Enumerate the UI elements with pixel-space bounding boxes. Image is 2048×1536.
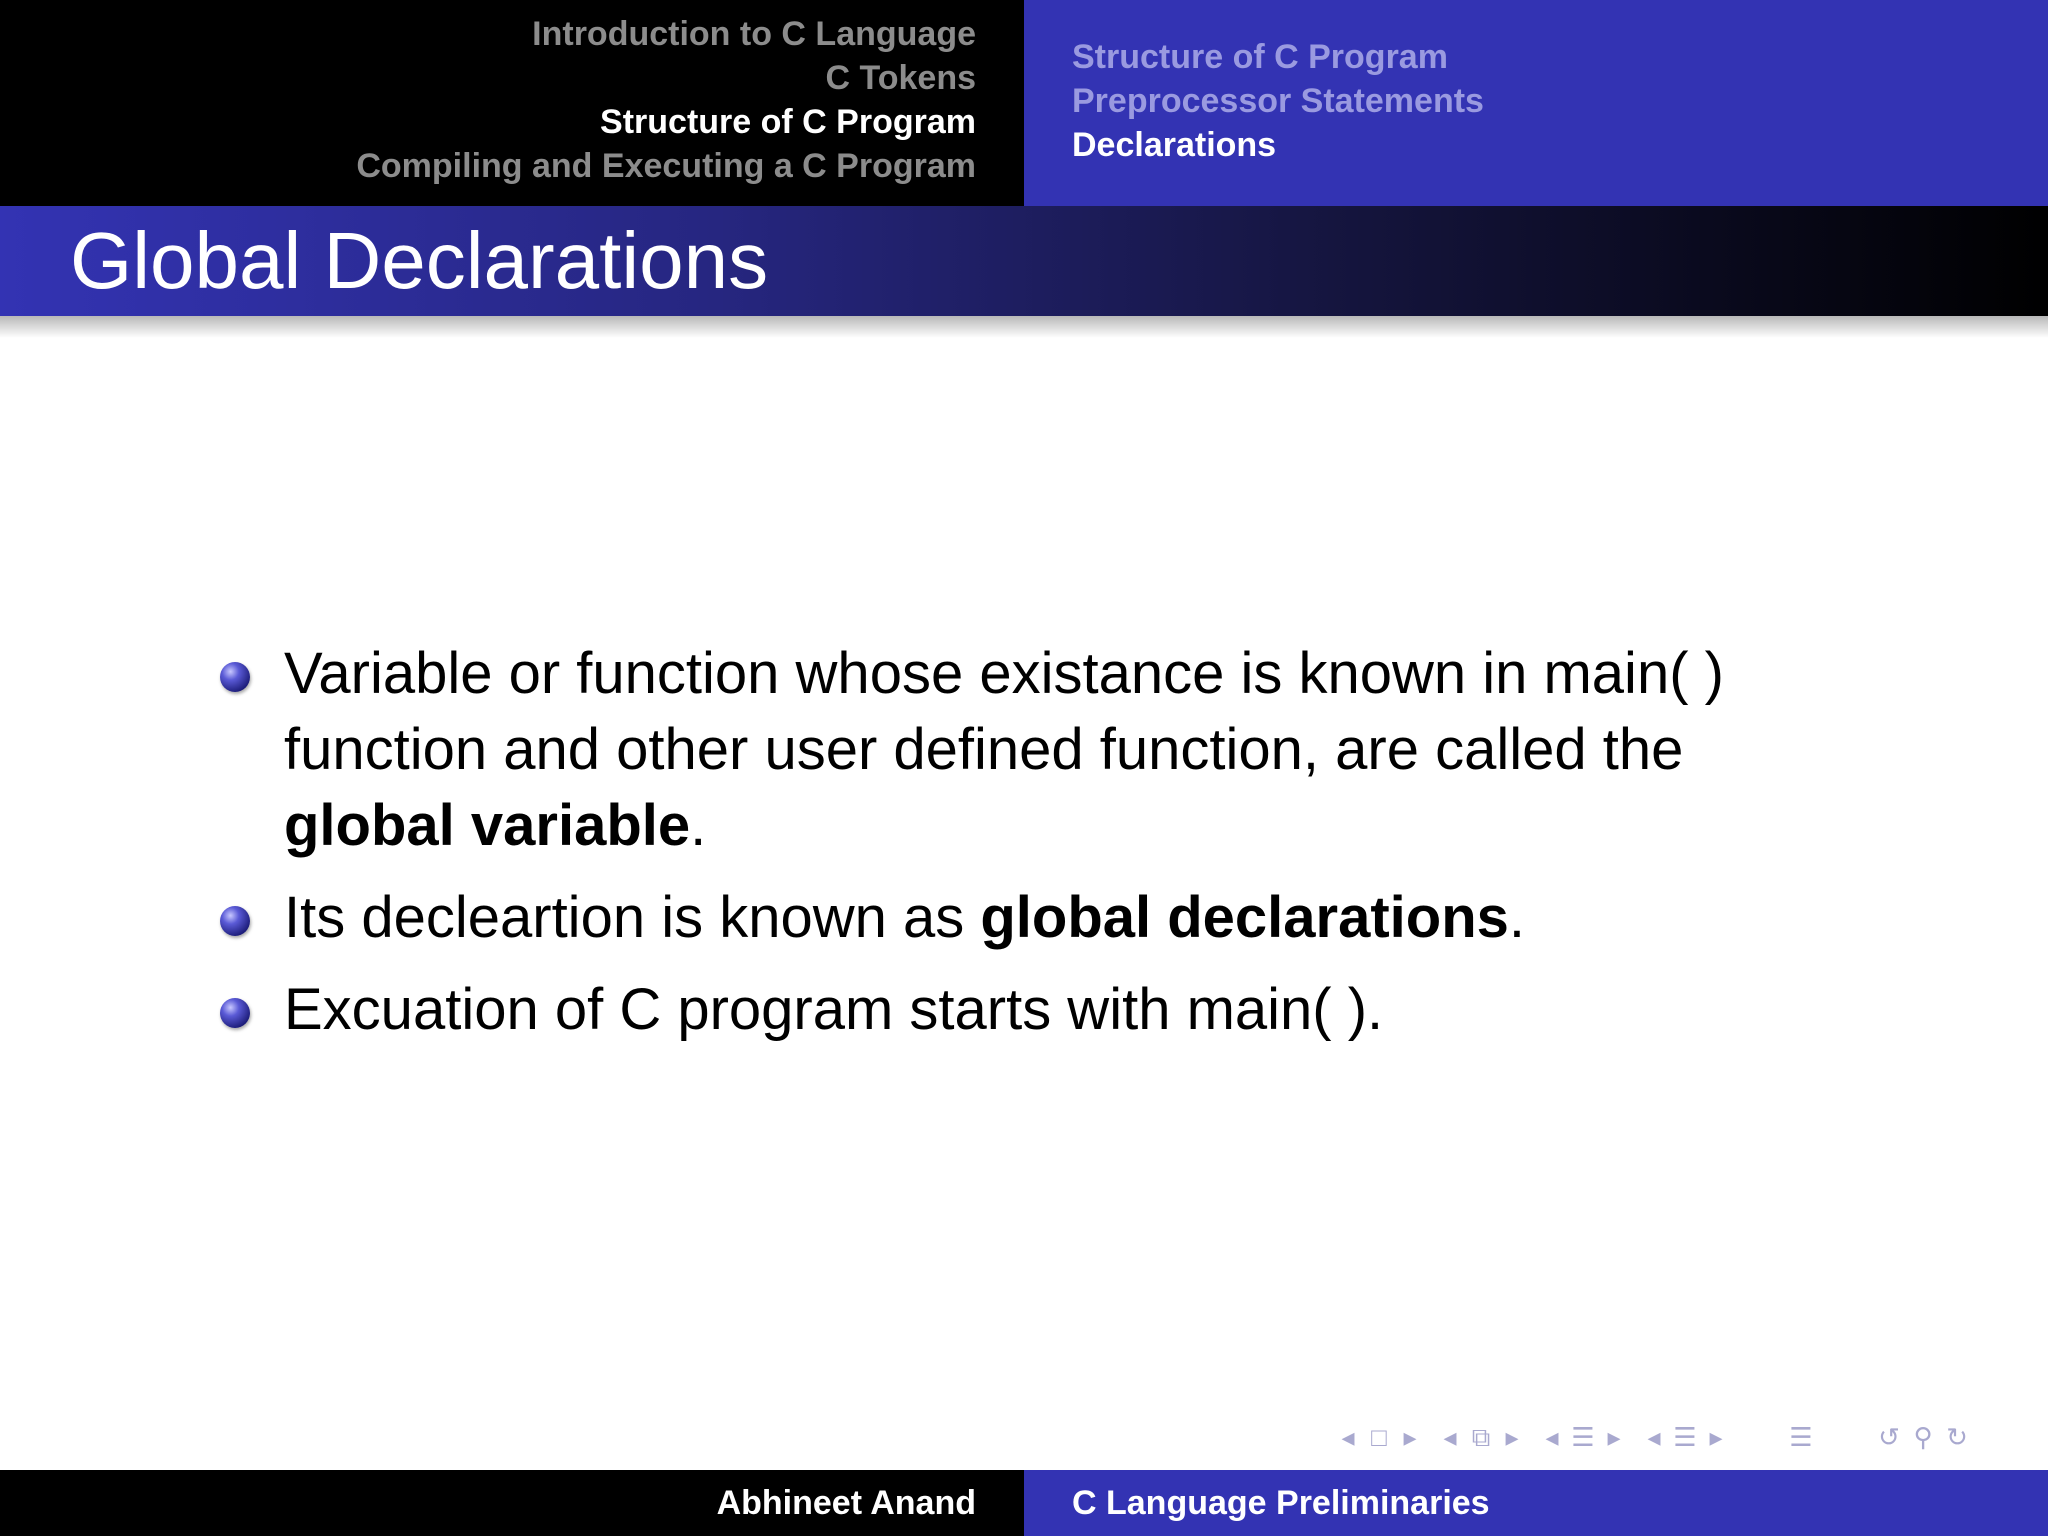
bullet-ball-icon [220, 906, 250, 936]
header-sections-panel [0, 0, 1024, 206]
bullet-ball-icon [220, 662, 250, 692]
header-subsections-panel [1024, 0, 2048, 206]
section-icon[interactable]: ☰ [1673, 1422, 1697, 1452]
bullet-ball-icon [220, 998, 250, 1028]
subsection-icon[interactable]: ☰ [1571, 1422, 1595, 1452]
section-prev-arrow-icon[interactable]: ◂ [1647, 1422, 1661, 1452]
slide-prev-arrow-icon[interactable]: ◂ [1341, 1422, 1355, 1452]
footer-title: C Language Preliminaries [1072, 1484, 1490, 1522]
search-icon[interactable]: ⚲ [1913, 1422, 1933, 1452]
bullet-text: . [1508, 885, 1526, 950]
subsection-link[interactable]: Declarations [1072, 126, 1277, 164]
frame-icon[interactable]: ⧉ [1471, 1422, 1491, 1452]
subsection-link[interactable]: Structure of C Program [1072, 38, 1448, 76]
footer-author: Abhineet Anand [716, 1484, 976, 1522]
section-link[interactable]: Structure of C Program [600, 103, 976, 141]
redo-icon[interactable]: ↻ [1946, 1422, 1968, 1452]
bullet-item [218, 880, 1858, 956]
document-icon[interactable]: ☰ [1789, 1422, 1813, 1452]
section-link[interactable]: Introduction to C Language [532, 15, 976, 53]
bullet-item [218, 972, 1858, 1048]
section-link[interactable]: C Tokens [825, 59, 976, 97]
subsection-next-arrow-icon[interactable]: ▸ [1607, 1422, 1621, 1452]
section-next-arrow-icon[interactable]: ▸ [1709, 1422, 1723, 1452]
navigation-symbols [1334, 1422, 1974, 1458]
bullet-text: Its decleartion is known as [284, 885, 981, 950]
footer-title-panel [1024, 1470, 2048, 1536]
bullet-text: . [690, 793, 707, 858]
bullet-bold-text: global declarations [980, 885, 1509, 950]
section-nav [356, 12, 976, 188]
bullet-text: Excuation of C program starts with main( ). [284, 977, 1384, 1042]
frame-title-shadow [0, 316, 2048, 338]
frame-next-arrow-icon[interactable]: ▸ [1505, 1422, 1519, 1452]
undo-icon[interactable]: ↺ [1878, 1422, 1900, 1452]
subsection-nav [1072, 35, 1484, 167]
bullet-text: Variable or function whose existance is known in main( ) function and other user defined function, are called the [284, 641, 1724, 782]
frame-prev-arrow-icon[interactable]: ◂ [1443, 1422, 1457, 1452]
section-link[interactable]: Compiling and Executing a C Program [356, 147, 976, 185]
subsection-prev-arrow-icon[interactable]: ◂ [1545, 1422, 1559, 1452]
frame-title: Global Declarations [70, 216, 769, 305]
slide-icon[interactable]: □ [1371, 1422, 1387, 1452]
subsection-link[interactable]: Preprocessor Statements [1072, 82, 1484, 120]
footer-author-panel [0, 1470, 1024, 1536]
slide-next-arrow-icon[interactable]: ▸ [1403, 1422, 1417, 1452]
bullet-bold-text: global variable [284, 793, 691, 858]
bullet-item [218, 636, 1858, 864]
bullet-list [218, 636, 1858, 1064]
